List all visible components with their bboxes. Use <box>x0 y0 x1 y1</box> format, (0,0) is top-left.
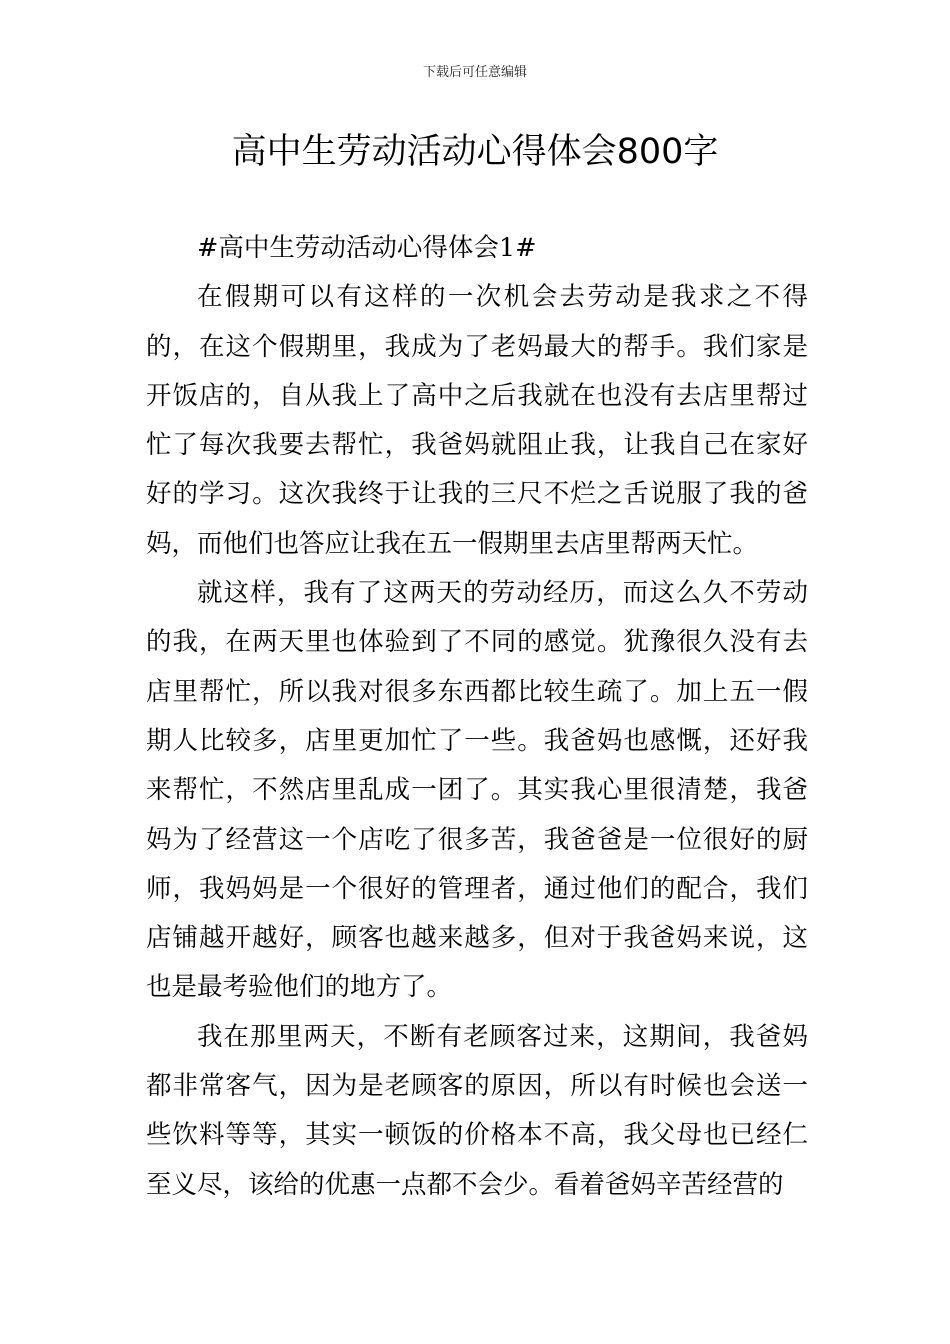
page-header-note: 下载后可任意编辑 <box>422 65 527 80</box>
document-title: 高中生劳动活动心得体会800字 <box>231 132 719 172</box>
body-paragraph-2: 就这样，我有了这两天的劳动经历，而这么久不劳动的我，在两天里也体验到了不同的感觉。犹豫很久没有去店里帮忙，所以我对很多东西都比较生疏了。加上五一假期人比较多，店里更加忙了一些。我爸妈也感慨，还好我来帮忙，不然店里乱成一团了。其实我心里很清楚，我爸妈为了经营这一个店吃了很多苦，我爸爸是一位很好的厨师，我妈妈是一个很好的管理者，通过他们的配合，我们店铺越开越好，顾客也越来越多，但对于我爸妈来说，这也是最考验他们的地方了。 <box>146 578 808 1003</box>
section-heading: #高中生劳动活动心得体会1# <box>197 233 537 263</box>
body-paragraph-1: 在假期可以有这样的一次机会去劳动是我求之不得的，在这个假期里，我成为了老妈最大的帮手。我们家是开饭店的，自从我上了高中之后我就在也没有去店里帮过忙了每次我要去帮忙，我爸妈就阻止我，让我自己在家好好的学习。这次我终于让我的三尺不烂之舌说服了我的爸妈，而他们也答应让我在五一假期里去店里帮两天忙。 <box>146 282 808 559</box>
body-paragraph-3: 我在那里两天，不断有老顾客过来，这期间，我爸妈都非常客气，因为是老顾客的原因，所以有时候也会送一些饮料等等，其实一顿饭的价格本不高，我父母也已经仁至义尽，该给的优惠一点都不会少。看着爸妈辛苦经营的 <box>146 1021 808 1200</box>
document-body <box>146 224 808 1210</box>
